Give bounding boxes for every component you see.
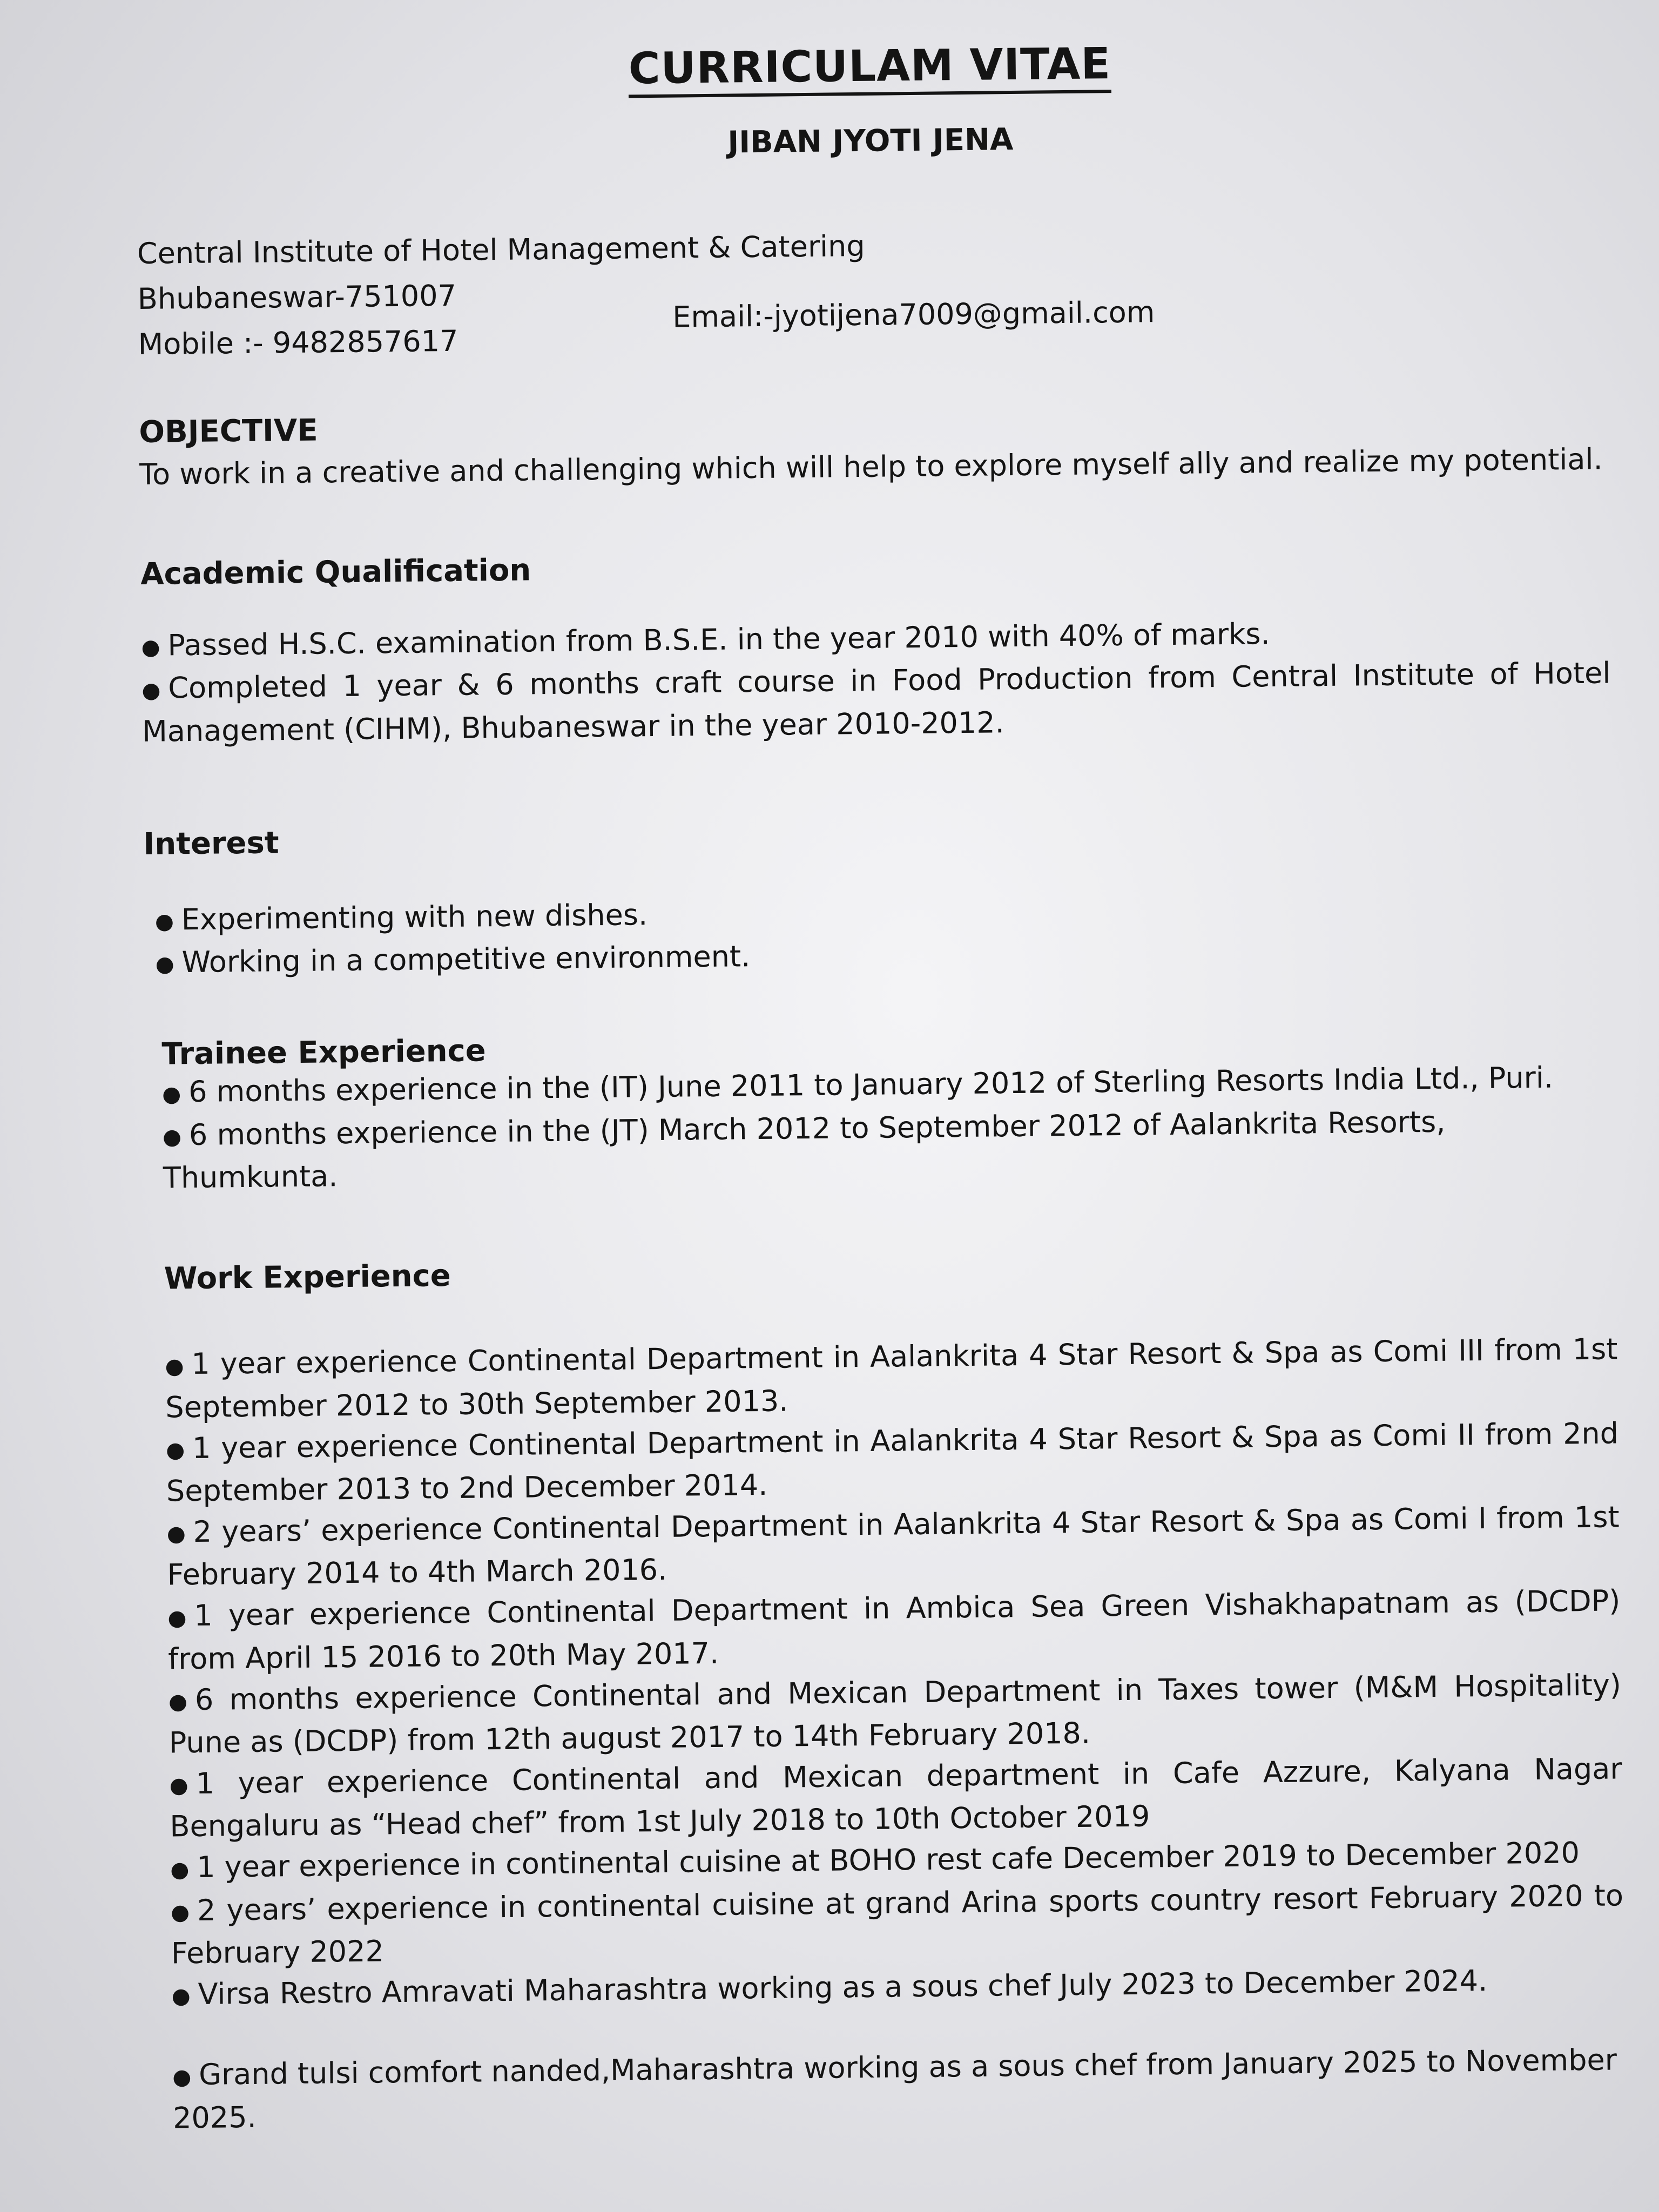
work-item: 1 year experience Continental and Mexican department in Cafe Azzure, Kalyana Nagar Bengaluru as “Head chef” from 1st July 2018 to 10th October 2019 (170, 1751, 1622, 1844)
list-item (166, 1413, 1619, 1512)
interest-item: Working in a competitive environment. (181, 939, 751, 980)
bullet-icon: ● (170, 1900, 190, 1925)
bullet-icon: ● (162, 1124, 182, 1150)
list-item (168, 1664, 1622, 1764)
list-item (166, 1496, 1620, 1596)
bullet-icon: ● (172, 2064, 192, 2090)
objective-heading: OBJECTIVE (139, 413, 318, 450)
work-list (149, 1329, 1626, 2139)
cv-title-text: CURRICULAM VITAE (628, 38, 1111, 98)
bullet-icon: ● (155, 952, 174, 977)
list-item (172, 2040, 1626, 2139)
list-item (163, 1100, 1616, 1199)
interest-list (144, 884, 1614, 985)
list-item (141, 653, 1611, 752)
cv-content (135, 33, 1626, 2139)
bullet-icon: ● (167, 1605, 187, 1631)
work-item: Grand tulsi comfort nanded,Maharashtra working as a sous chef from January 2025 to November 2025. (172, 2042, 1617, 2135)
list-item (169, 1748, 1622, 1847)
work-item: Virsa Restro Amravati Maharashtra working as a sous chef July 2023 to December 2024. (198, 1964, 1488, 2012)
academic-item: Passed H.S.C. examination from B.S.E. in the year 2010 with 40% of marks. (167, 617, 1270, 663)
work-item: 2 years’ experience Continental Department in Aalankrita 4 Star Resort & Spa as Comi I from 1st February 2014 to 4th March 2016. (167, 1500, 1620, 1592)
bullet-icon: ● (141, 635, 160, 660)
candidate-name: JIBAN JYOTI JENA (727, 122, 1014, 160)
contact-block (137, 215, 1607, 367)
bullet-icon: ● (162, 1082, 181, 1107)
work-item: 1 year experience Continental Department in Ambica Sea Green Vishakhapatnam as (DCDP) from April 15 2016 to 20th May 2017. (167, 1583, 1621, 1676)
bullet-icon: ● (171, 1984, 191, 2009)
mobile-line: Mobile :- 9482857617 (138, 323, 458, 361)
bullet-icon: ● (169, 1773, 188, 1798)
work-item: 1 year experience in continental cuisine at BOHO rest cafe December 2019 to December 2020 (196, 1836, 1580, 1885)
institute-line: Central Institute of Hotel Management & Catering (137, 228, 865, 271)
bullet-icon: ● (165, 1353, 184, 1379)
academic-heading: Academic Qualification (140, 552, 531, 592)
city-line: Bhubaneswar-751007 (137, 278, 457, 316)
trainee-item: 6 months experience in the (IT) June 2011 to January 2012 of Sterling Resorts India Ltd., Puri. (188, 1061, 1554, 1109)
bullet-icon: ● (154, 909, 174, 934)
trainee-item: 6 months experience in the (JT) March 2012 to September 2012 of Aalankrita Resorts, Thumkunta. (163, 1104, 1446, 1195)
work-item: 2 years’ experience in continental cuisine at grand Arina sports country resort February 2020 to February 2022 (171, 1878, 1624, 1971)
email-line: Email:-jyotijena7009@gmail.com (672, 295, 1155, 334)
trainee-list (146, 1057, 1616, 1199)
trainee-heading: Trainee Experience (161, 1033, 487, 1073)
work-heading: Work Experience (164, 1258, 451, 1297)
bullet-icon: ● (166, 1521, 186, 1547)
academic-item: Completed 1 year & 6 months craft course in Food Production from Central Institute of Hotel Management (CIHM), Bhubaneswar in the year 2010-2012. (141, 656, 1611, 748)
bullet-icon: ● (141, 678, 161, 703)
work-item: 1 year experience Continental Department in Aalankrita 4 Star Resort & Spa as Comi II from 2nd September 2013 to 2nd December 2014. (166, 1415, 1619, 1508)
bullet-icon: ● (165, 1438, 185, 1463)
work-item: 6 months experience Continental and Mexican Department in Taxes tower (M&M Hospitality) Pune as (DCDP) from 12th august 2017 to 14th February 2018. (168, 1667, 1622, 1760)
list-item (167, 1581, 1621, 1680)
interest-item: Experimenting with new dishes. (181, 897, 648, 936)
list-item (171, 1875, 1624, 1974)
work-item: 1 year experience Continental Department in Aalankrita 4 Star Resort & Spa as Comi III from 1st September 2012 to 30th September 2013. (165, 1332, 1618, 1425)
list-item (165, 1329, 1618, 1428)
interest-heading: Interest (143, 825, 279, 862)
cv-title (135, 33, 1604, 99)
bullet-icon: ● (168, 1689, 188, 1715)
objective-text: To work in a creative and challenging which will help to explore myself ally and realize my potential. (139, 442, 1603, 491)
bullet-icon: ● (170, 1857, 190, 1883)
academic-list (141, 610, 1611, 752)
